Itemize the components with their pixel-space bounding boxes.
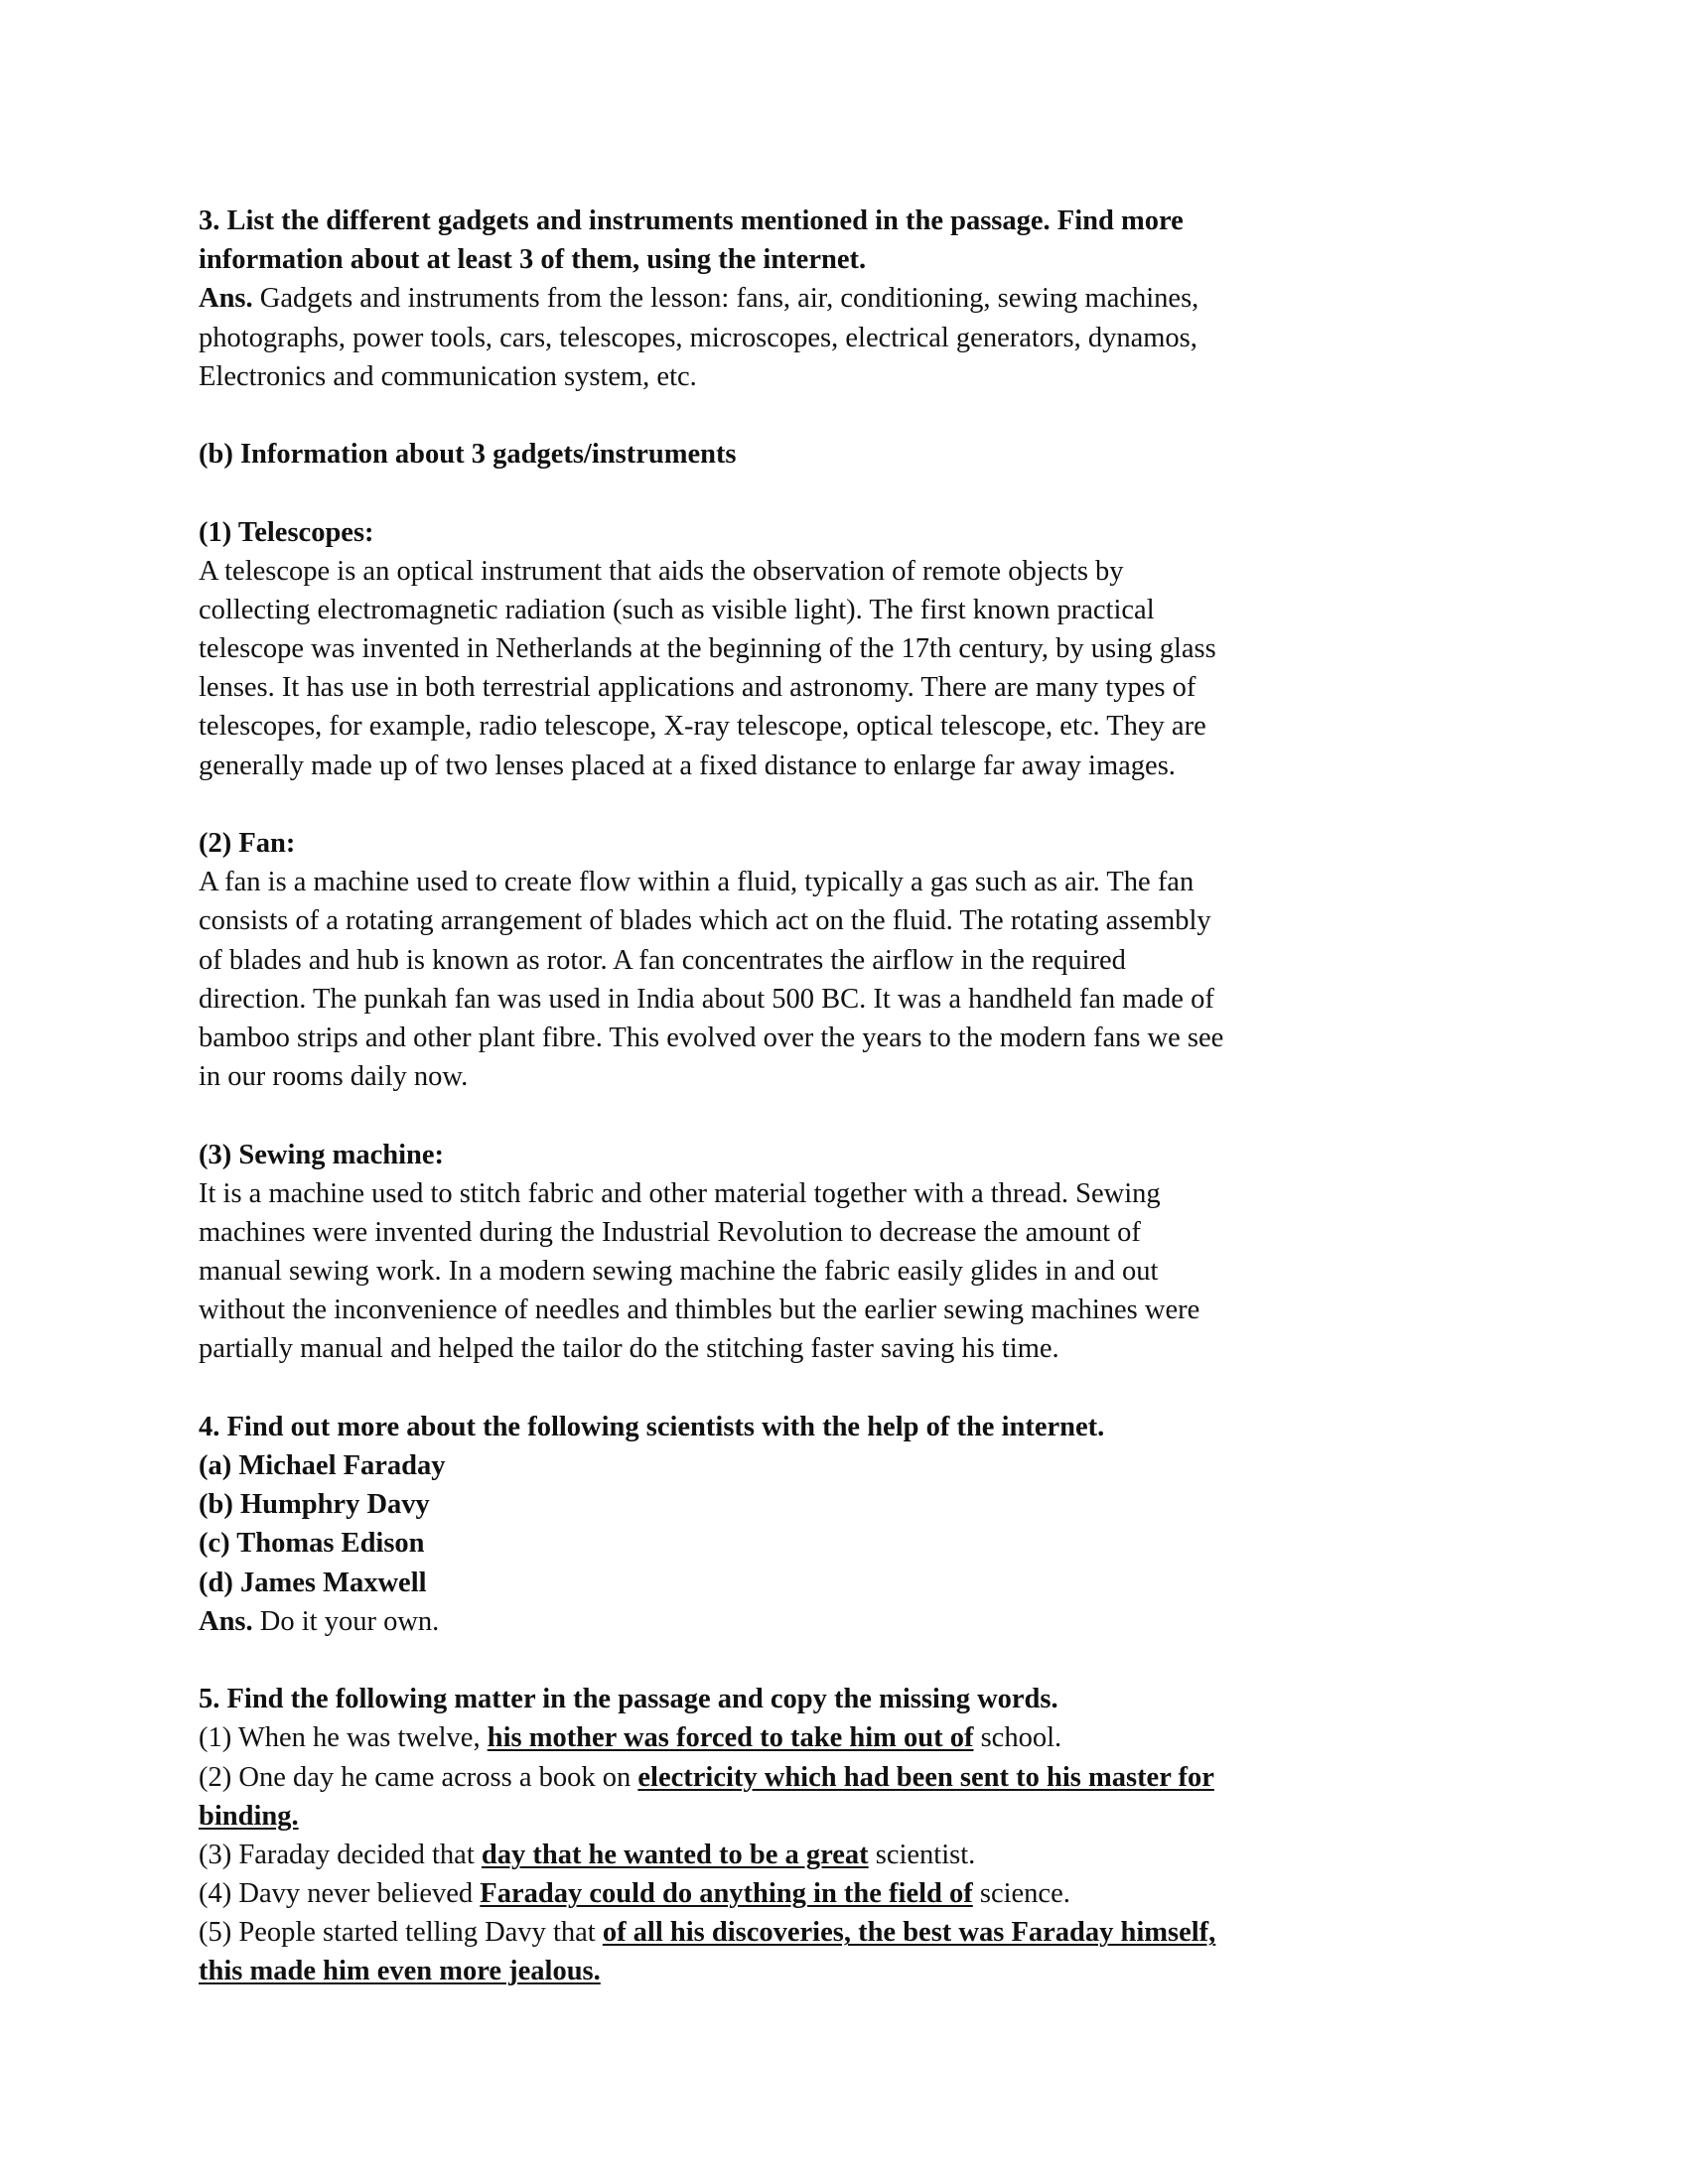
- fill-answer: his mother was forced to take him out of: [487, 1722, 974, 1754]
- fill-answer: electricity which had been sent to his master for: [637, 1761, 1214, 1793]
- gadget-text-line: telescope was invented in Netherlands at the beginning of the 17th century, by using glass: [199, 633, 1216, 665]
- spacer: [199, 1369, 1509, 1408]
- answer-3-text: Gadgets and instruments from the lesson: fans, air, conditioning, sewing machines,: [252, 283, 1199, 315]
- fill-answer-cont: binding.: [199, 1800, 299, 1832]
- spacer: [199, 474, 1509, 512]
- fill-prefix: (3) Faraday decided that: [199, 1839, 482, 1870]
- fill-item-3: [199, 1836, 1509, 1874]
- document-page: [199, 202, 1509, 1991]
- gadget-text-line: telescopes, for example, radio telescope, X-ray telescope, optical telescope, etc. They are: [199, 711, 1206, 743]
- question-5: [199, 1680, 1509, 1991]
- fill-item-5-cont: [199, 1952, 1509, 1990]
- spacer: [199, 785, 1509, 824]
- answer-4: [199, 1602, 1509, 1641]
- gadget-heading: (3) Sewing machine:: [199, 1139, 444, 1170]
- gadget-text-line: generally made up of two lenses placed at a fixed distance to enlarge far away images.: [199, 750, 1176, 781]
- gadget-text-line: in our rooms daily now.: [199, 1061, 469, 1093]
- gadget-text-line: A telescope is an optical instrument that aids the observation of remote objects by: [199, 555, 1124, 587]
- gadget-text-line: direction. The punkah fan was used in India about 500 BC. It was a handheld fan made of: [199, 983, 1214, 1015]
- answer-label: Ans.: [199, 1605, 253, 1637]
- answer-4-text: Do it your own.: [252, 1605, 440, 1637]
- scientist-item: (c) Thomas Edison: [199, 1528, 425, 1560]
- gadget-text-line: lenses. It has use in both terrestrial applications and astronomy. There are many types of: [199, 672, 1196, 704]
- gadget-text-line: of blades and hub is known as rotor. A fan concentrates the airflow in the required: [199, 944, 1126, 976]
- gadget-text-line: partially manual and helped the tailor do the stitching faster saving his time.: [199, 1333, 1059, 1365]
- fill-answer-cont: this made him even more jealous.: [199, 1956, 601, 1987]
- gadget-heading: (1) Telescopes:: [199, 516, 374, 548]
- fill-suffix: science.: [972, 1878, 1070, 1910]
- fill-item-4: [199, 1874, 1509, 1913]
- fill-suffix: school.: [973, 1722, 1062, 1754]
- gadget-telescopes: [199, 513, 1509, 785]
- gadget-sewing-machine: [199, 1136, 1509, 1369]
- gadget-text-line: A fan is a machine used to create flow within a fluid, typically a gas such as air. The fan: [199, 867, 1195, 898]
- gadget-text-line: bamboo strips and other plant fibre. This evolved over the years to the modern fans we see: [199, 1022, 1224, 1053]
- gadget-text-line: without the inconvenience of needles and thimbles but the earlier sewing machines were: [199, 1295, 1200, 1326]
- fill-item-1: [199, 1718, 1509, 1757]
- scientist-item: (d) James Maxwell: [199, 1567, 427, 1598]
- question-4: [199, 1408, 1509, 1641]
- gadget-text-line: It is a machine used to stitch fabric and other material together with a thread. Sewing: [199, 1177, 1161, 1209]
- fill-prefix: (1) When he was twelve,: [199, 1722, 488, 1754]
- question-3-text-line-1: 3. List the different gadgets and instruments mentioned in the passage. Find more: [199, 205, 1184, 236]
- fill-prefix: (5) People started telling Davy that: [199, 1917, 603, 1949]
- gadget-fan: [199, 824, 1509, 1096]
- answer-3-line-3: Electronics and communication system, etc.: [199, 360, 697, 392]
- fill-item-5: [199, 1913, 1509, 1952]
- fill-item-2: [199, 1758, 1509, 1797]
- answer-3-line-1: [199, 279, 1509, 318]
- answer-3-line-2: photographs, power tools, cars, telescopes, microscopes, electrical generators, dynamos,: [199, 322, 1197, 353]
- gadget-text-line: consists of a rotating arrangement of blades which act on the fluid. The rotating assembly: [199, 905, 1211, 937]
- question-5-text: 5. Find the following matter in the passage and copy the missing words.: [199, 1684, 1058, 1715]
- question-3-text-line-2: information about at least 3 of them, using the internet.: [199, 244, 867, 276]
- gadget-text-line: collecting electromagnetic radiation (such as visible light). The first known practical: [199, 594, 1155, 625]
- fill-suffix: scientist.: [868, 1839, 976, 1870]
- question-3: [199, 202, 1509, 1369]
- spacer: [199, 1096, 1509, 1135]
- question-4-text: 4. Find out more about the following scientists with the help of the internet.: [199, 1411, 1105, 1442]
- scientist-item: (a) Michael Faraday: [199, 1450, 446, 1481]
- fill-answer: day that he wanted to be a great: [481, 1839, 869, 1870]
- fill-answer: of all his discoveries, the best was Faraday himself,: [602, 1917, 1216, 1949]
- gadget-heading: (2) Fan:: [199, 828, 296, 859]
- fill-answer: Faraday could do anything in the field of: [480, 1878, 973, 1910]
- gadget-text-line: machines were invented during the Industrial Revolution to decrease the amount of: [199, 1216, 1141, 1248]
- gadget-text-line: manual sewing work. In a modern sewing machine the fabric easily glides in and out: [199, 1256, 1159, 1288]
- scientist-item: (b) Humphry Davy: [199, 1489, 430, 1521]
- fill-prefix: (4) Davy never believed: [199, 1878, 481, 1910]
- part-b-heading: (b) Information about 3 gadgets/instruments: [199, 439, 737, 471]
- fill-prefix: (2) One day he came across a book on: [199, 1761, 638, 1793]
- fill-item-2-cont: [199, 1797, 1509, 1836]
- answer-label: Ans.: [199, 283, 253, 315]
- spacer: [199, 1641, 1509, 1680]
- spacer: [199, 396, 1509, 435]
